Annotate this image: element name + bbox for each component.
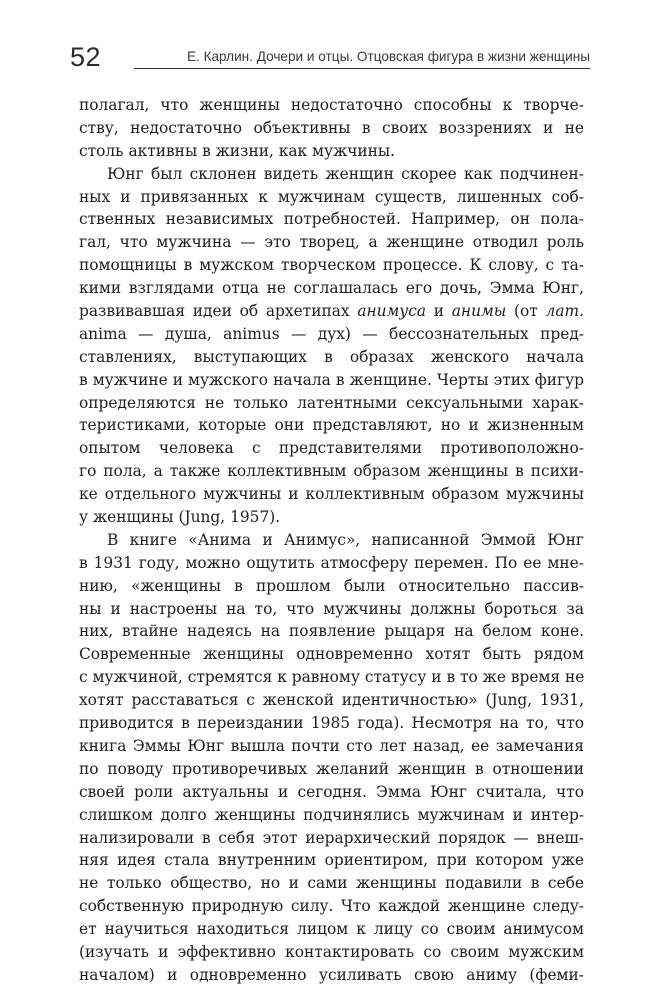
text-line: столь активны в жизни, как мужчины.	[79, 141, 396, 160]
text-line: нализировали в себя этот иерархический порядок — внеш-	[79, 828, 584, 847]
text-line: ставлениях, выступающих в образах женского начала	[79, 347, 584, 366]
text-line: полагал, что женщины недостаточно способны к творче-	[79, 96, 584, 114]
text-line: го пола, а также коллективным образом женщины в психи-	[79, 462, 584, 481]
text-line: определяются не только латентными сексуальными харак-	[79, 393, 584, 412]
text-line: них, втайне надеясь на появление рыцаря на белом коне.	[79, 622, 584, 641]
text-line: Юнг был склонен видеть женщин скорее как подчинен-	[107, 164, 584, 183]
text-line: помощницы в мужском творческом процессе. К слову, с та-	[79, 256, 584, 275]
text-line: в мужчине и мужского начала в женщине. Черты этих фигур	[79, 370, 584, 389]
text-line: ных и привязанных к мужчинам существ, лишенных соб-	[79, 187, 584, 206]
text-line: Современные женщины одновременно хотят быть рядом	[79, 645, 584, 664]
text-line: нию, «женщины в прошлом были относительно пассив-	[79, 576, 584, 595]
text-line: anima — душа, animus — дух) — бессознательных пред-	[79, 324, 584, 343]
italic-term: анимы	[451, 302, 507, 321]
text-line: хотят расставаться с женской идентичностью» (Jung, 1931,	[79, 691, 584, 710]
text-run: (от	[506, 302, 546, 321]
text-line: няя идея стала внутренним ориентиром, при котором уже	[79, 851, 584, 870]
text-line: кими взглядами отца не соглашалась его дочь, Эмма Юнг,	[79, 279, 584, 298]
text-line: опытом человека с представителями противоположно-	[79, 439, 584, 458]
text-line: приводится в переиздании 1985 года). Несмотря на то, что	[79, 714, 584, 733]
text-line: слишком долго женщины подчинялись мужчинам и интер-	[79, 805, 584, 824]
text-line: своей роли актуальны и сегодня. Эмма Юнг считала, что	[79, 782, 584, 801]
text-line: гал, что мужчина — это творец, а женщине отводил роль	[79, 233, 584, 252]
text-line: ственных независимых потребностей. Например, он пола-	[79, 210, 584, 229]
text-line: ны и настроены на то, что мужчины должны бороться за	[79, 599, 584, 618]
text-line: (изучать и эффективно контактировать со своим мужским	[79, 942, 584, 961]
running-title: Е. Карлин. Дочери и отцы. Отцовская фигура в жизни женщины	[186, 49, 590, 64]
text-line: ке отдельного мужчины и коллективным образом мужчины	[79, 485, 584, 504]
text-line: с мужчиной, стремятся к равному статусу и в то же время не	[79, 668, 585, 687]
text-run: развивавшая идеи об архетипах	[79, 302, 358, 321]
text-line: началом) и одновременно усиливать свою аниму (феми-	[79, 965, 584, 984]
text-line: у женщины (Jung, 1957).	[79, 508, 281, 527]
text-line: собственную природную силу. Что каждой женщине следу-	[79, 897, 584, 916]
italic-term: лат.	[545, 302, 584, 321]
italic-term: анимуса	[357, 302, 427, 321]
text-line: теристиками, которые они представляют, но и жизненным	[79, 416, 584, 435]
text-line: ет научиться находиться лицом к лицу со своим анимусом	[79, 920, 584, 939]
text-line: ству, недостаточно объективны в своих воззрениях и не	[79, 118, 584, 137]
text-line: по поводу противоречивых желаний женщин в отношении	[79, 759, 584, 778]
page-number: 52	[70, 42, 102, 72]
text-line: книга Эммы Юнг вышла почти сто лет назад, ее замечания	[79, 736, 584, 755]
text-run: и	[426, 302, 452, 321]
body-text	[79, 94, 584, 987]
text-line	[79, 300, 584, 323]
text-line: В книге «Анима и Анимус», написанной Эммой Юнг	[107, 530, 584, 549]
text-line: в 1931 году, можно ощутить атмосферу перемен. По ее мне-	[79, 553, 584, 572]
text-line: не только общество, но и сами женщины подавили в себе	[79, 874, 584, 893]
header-rule	[134, 68, 590, 69]
page-header	[70, 42, 590, 72]
